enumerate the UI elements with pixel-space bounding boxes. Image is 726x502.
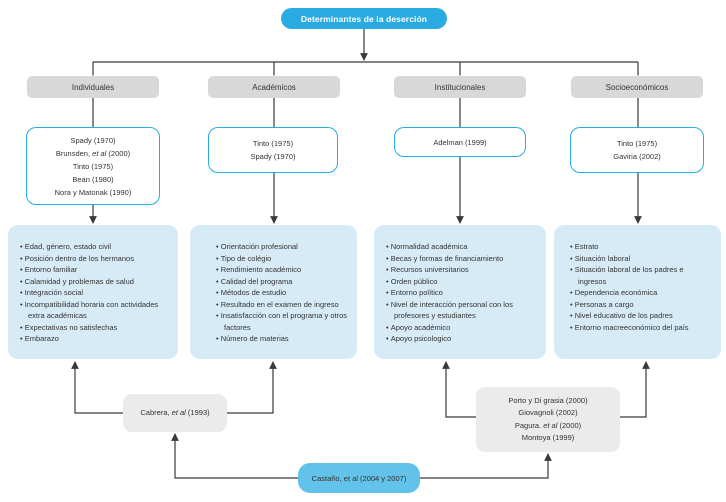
header-academicos [208, 76, 340, 98]
factor-item: • Calamidad y problemas de salud [20, 276, 170, 288]
factors-institucionales [374, 225, 546, 359]
cite-line: Spady (1970) [250, 152, 296, 161]
note-line: Porto y Di grasia (2000) [508, 395, 588, 405]
citations-institucionales [394, 127, 526, 157]
cite-line: Tinto (1975) [252, 139, 294, 148]
root-node [281, 8, 447, 29]
factor-item: • Orientación profesional [216, 241, 349, 253]
cite-line: Brunsden, et al (2000) [55, 148, 131, 158]
factor-item: • Entorno familiar [20, 264, 170, 276]
factor-item: • Calidad del programa [216, 276, 349, 288]
factor-item: • Resultado en el examen de ingreso [216, 299, 349, 311]
note-castano [298, 463, 420, 493]
cite-line: Adelman (1999) [433, 137, 487, 147]
factor-item: • Posición dentro de los hermanos [20, 253, 170, 265]
factors-individuales [8, 225, 178, 359]
factor-item: • Tipo de colégio [216, 253, 349, 265]
cite-line: Spady (1970) [70, 135, 116, 145]
factors-academicos [190, 225, 357, 359]
citations-academicos [208, 127, 338, 173]
citations-socioeconomicos [570, 127, 704, 173]
note-line: Montoya (1999) [521, 433, 575, 442]
factor-item: • Insatisfacción con el programa y otros factores [216, 310, 349, 333]
cite-line: Tinto (1975) [72, 161, 114, 171]
note-line: Cabrera, et al (1993) [140, 407, 210, 417]
header-institucionales-label: Institucionales [434, 82, 486, 92]
header-socioeconomicos-label: Socioeconómicos [605, 82, 669, 92]
cabrera-to-individuales-arrow [75, 362, 123, 413]
header-citation-links [93, 98, 638, 127]
porto-to-socioeconomicos-arrow [620, 362, 646, 417]
factors-socioeconomicos [554, 225, 721, 359]
header-socioeconomicos [571, 76, 703, 98]
factor-item: • Personas a cargo [570, 299, 713, 311]
header-institucionales [394, 76, 526, 98]
factor-item: • Entorno macreeconómico del país [570, 322, 713, 334]
factor-item: • Apoyo académico [386, 322, 538, 334]
factor-item: • Dependencia económica [570, 287, 713, 299]
factor-item: • Apoyo psicologico [386, 333, 538, 345]
note-porto-giovagnoli [476, 387, 620, 452]
castano-to-cabrera-arrow [175, 434, 298, 478]
factor-item: • Expectativas no satisfechas [20, 322, 170, 334]
factor-item: • Situación laboral [570, 253, 713, 265]
factor-item: • Integración social [20, 287, 170, 299]
factor-item: • Becas y formas de financiamiento [386, 253, 538, 265]
tree-branch-line [93, 62, 638, 76]
cite-line: Nora y Matonak (1990) [54, 187, 132, 197]
factor-item: • Estrato [570, 241, 713, 253]
factor-item: • Nivel educativo de los padres [570, 310, 713, 322]
cite-line: Gaviria (2002) [613, 152, 661, 161]
factor-item: • Incompatibilidad horaria con actividades extra académicas [20, 299, 170, 322]
factor-item: • Nivel de interacción personal con los profesores y estudiantes [386, 299, 538, 322]
castano-to-porto-arrow [420, 454, 548, 478]
factor-item: • Situación laboral de los padres e ingresos [570, 264, 713, 287]
factor-item: • Normalidad académica [386, 241, 538, 253]
factor-item: • Rendimiento académico [216, 264, 349, 276]
header-individuales-label: Individuales [71, 82, 115, 92]
factor-item: • Entorno político [386, 287, 538, 299]
cite-line: Tinto (1975) [616, 139, 658, 148]
cabrera-to-academicos-arrow [227, 362, 273, 413]
factor-item: • Métodos de estudio [216, 287, 349, 299]
note-castano-label: Castaño, et al (2004 y 2007) [311, 473, 407, 483]
factor-item: • Edad, género, estado civil [20, 241, 170, 253]
factor-item: • Embarazo [20, 333, 170, 345]
citations-individuales [26, 127, 160, 205]
cite-line: Bean (1980) [72, 174, 114, 184]
header-academicos-label: Académicos [252, 82, 296, 92]
note-line: Giovagnoli (2002) [518, 408, 578, 417]
note-line: Pagura. et al (2000) [514, 420, 582, 430]
porto-to-institucionales-arrow [446, 362, 476, 417]
header-individuales [27, 76, 159, 98]
factor-item: • Número de materias [216, 333, 349, 345]
factor-item: • Recursos universitarios [386, 264, 538, 276]
note-cabrera [123, 394, 227, 432]
factor-item: • Orden público [386, 276, 538, 288]
root-node-label: Determinantes de la deserción [300, 13, 428, 24]
